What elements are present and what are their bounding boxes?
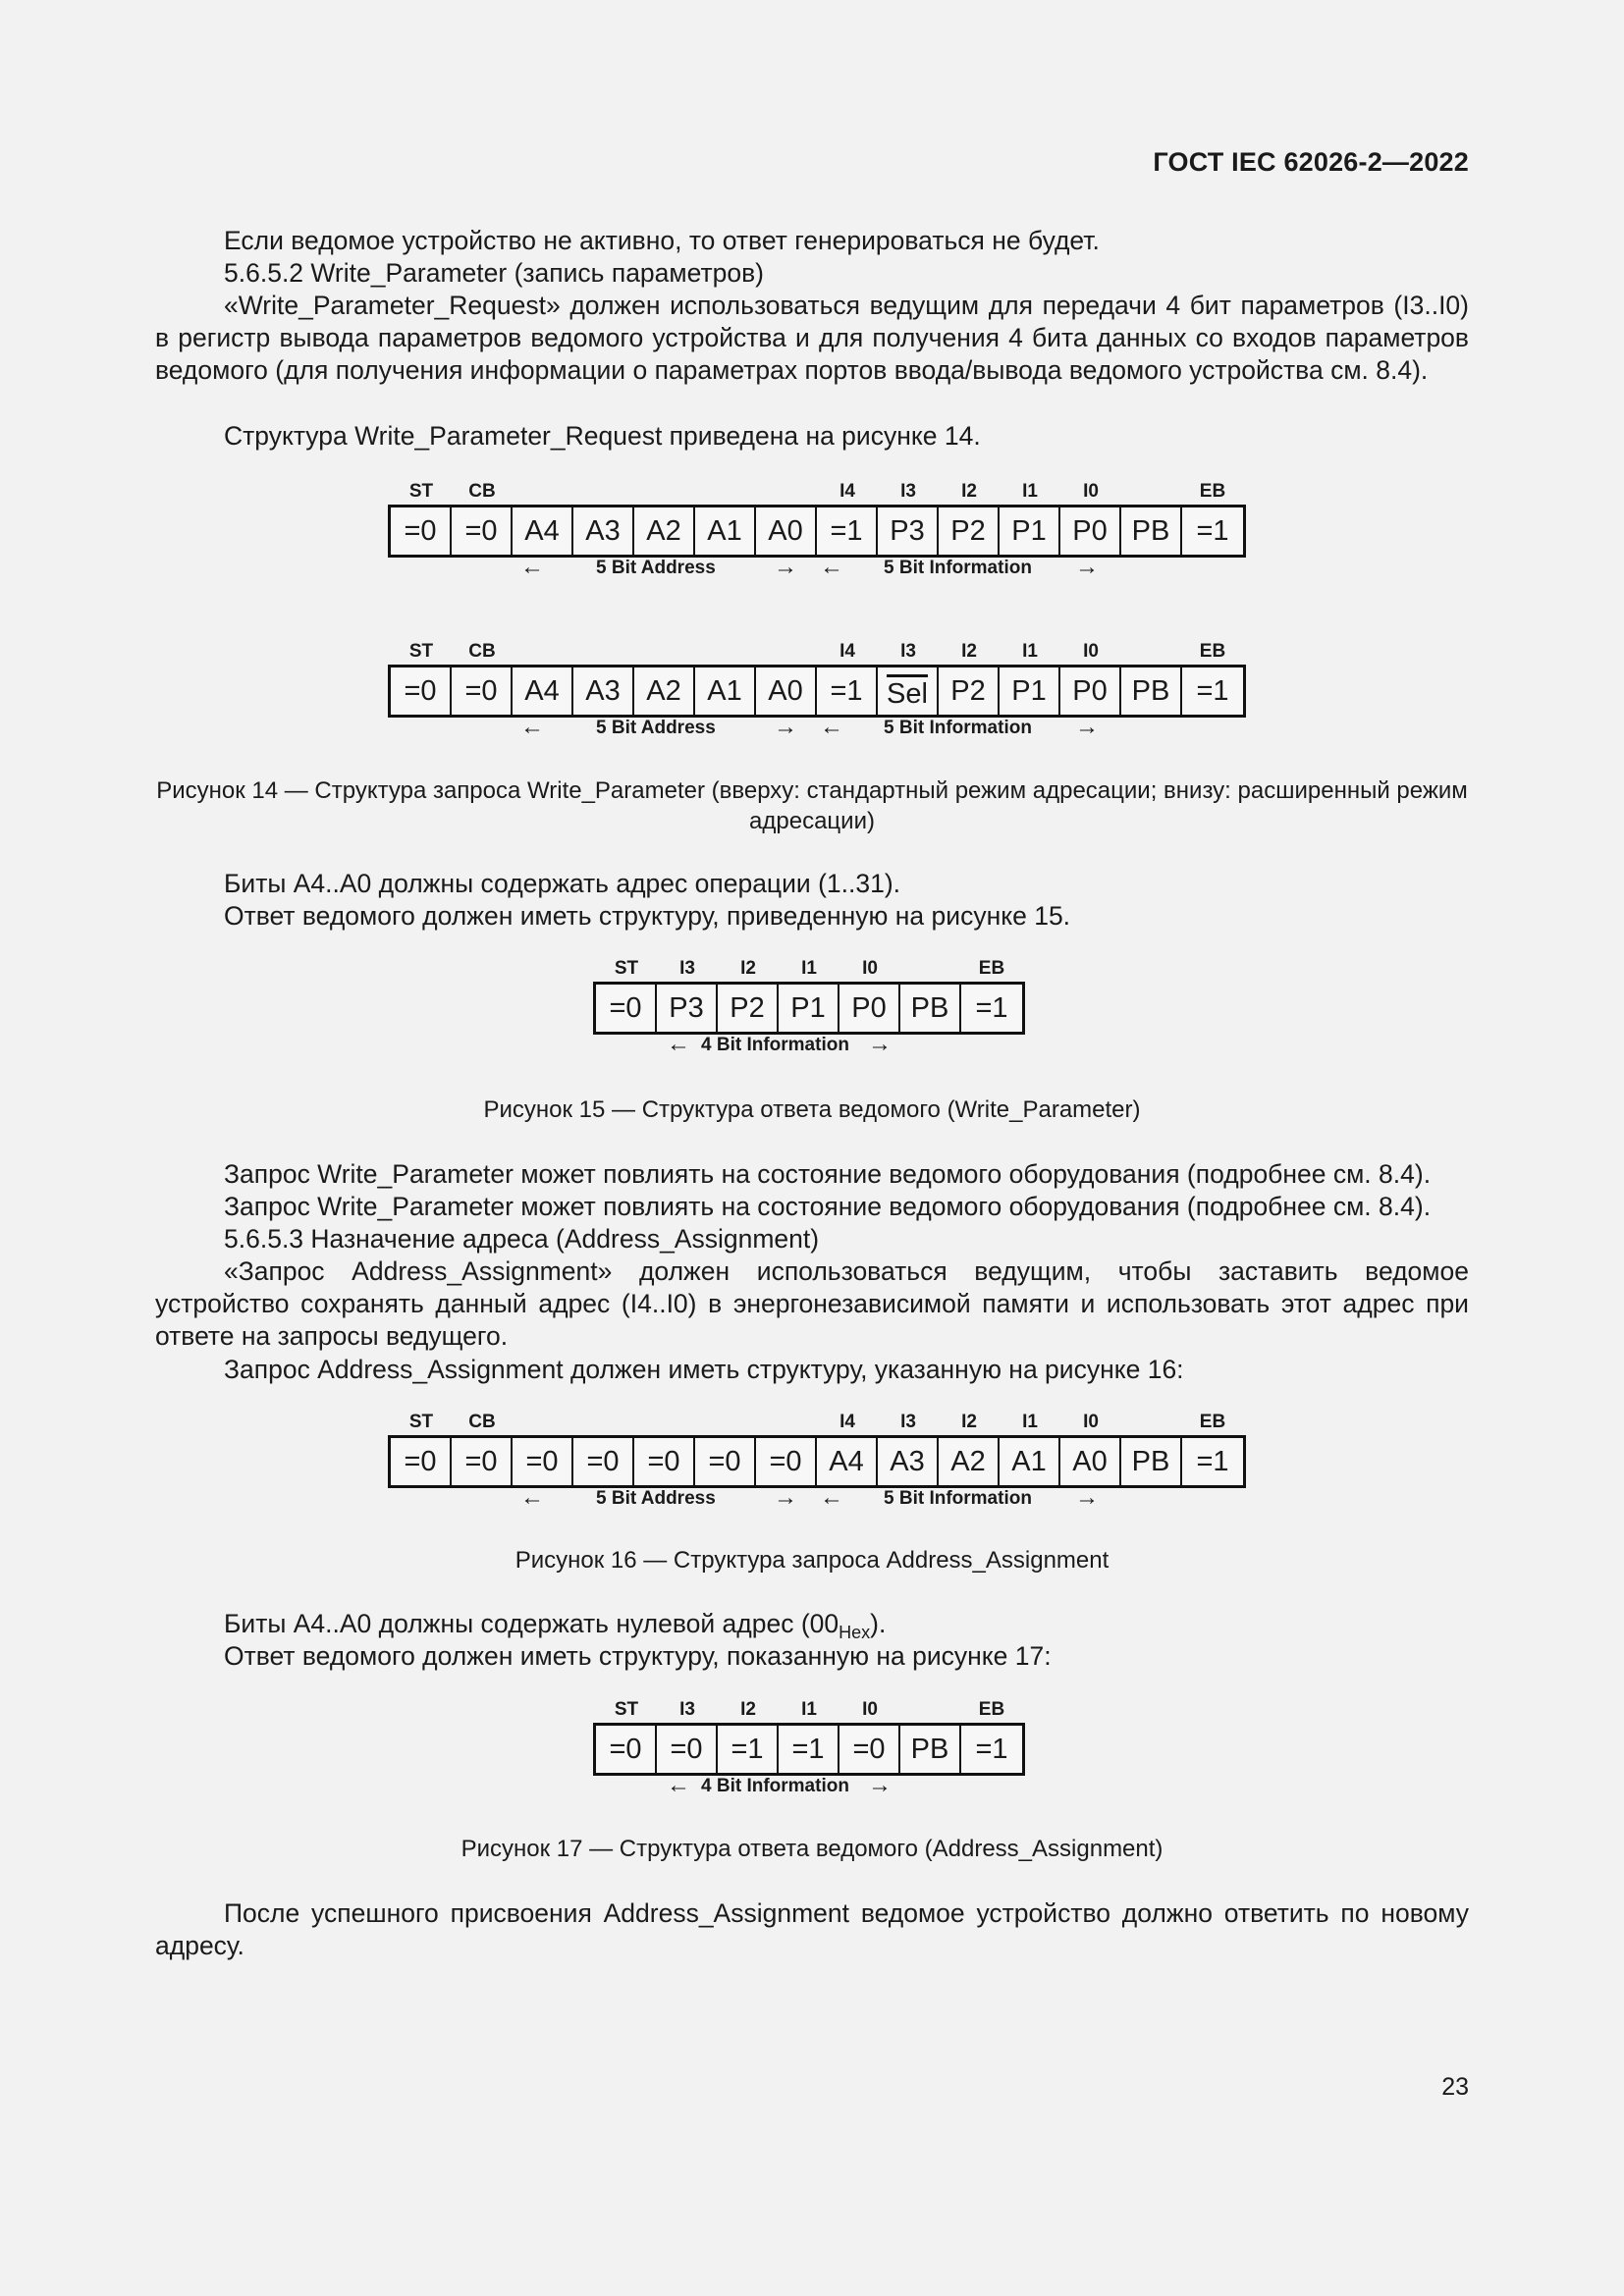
- bit-cell: [391, 667, 452, 715]
- bit-cell-value: A1: [1011, 1445, 1047, 1477]
- figure-caption: Рисунок 14 — Структура запроса Write_Parameter (вверху: стандартный режим адресации; внизу: расширенный режим адресации): [156, 777, 1468, 834]
- bit-cell-value: P3: [890, 514, 925, 547]
- segment-label: 5 Bit Address: [596, 718, 716, 738]
- bit-cell-value: P2: [730, 991, 765, 1024]
- bit-label: I4: [839, 1412, 855, 1432]
- bit-cell-value: A0: [768, 674, 803, 707]
- paragraph: Запрос Write_Parameter может повлиять на состояние ведомого оборудования (подробнее см. 8.4).: [224, 1159, 1432, 1189]
- bit-cell-value: =0: [670, 1733, 703, 1765]
- bit-cell-value: =0: [404, 1445, 437, 1477]
- bit-cell: [839, 985, 900, 1032]
- bit-cell: [1182, 1438, 1243, 1485]
- bit-label: EB: [1199, 481, 1226, 502]
- bit-cell: [596, 985, 657, 1032]
- bit-cell-value: PB: [910, 1733, 949, 1765]
- bit-cell: [573, 1438, 634, 1485]
- bit-cell-value: A0: [768, 514, 803, 547]
- bit-label: CB: [468, 481, 496, 502]
- arrow-left-icon: ←: [520, 554, 544, 580]
- section-heading: 5.6.5.3 Назначение адреса (Address_Assignment): [224, 1224, 820, 1254]
- bit-cell-value: A3: [890, 1445, 925, 1477]
- bit-cell-value: =0: [464, 1445, 498, 1477]
- arrow-left-icon: ←: [820, 554, 843, 580]
- bit-cell-value: P0: [851, 991, 887, 1024]
- bit-cell-value: =0: [404, 514, 437, 547]
- bit-label: I0: [1083, 481, 1099, 502]
- bit-cell: [634, 667, 695, 715]
- paragraph-text: Биты A4..A0 должны содержать нулевой адрес (00: [224, 1609, 839, 1638]
- bit-cell-value: A4: [524, 514, 560, 547]
- bit-cell: [513, 507, 573, 555]
- bit-cell-value: =1: [830, 674, 863, 707]
- bit-cell-value: PB: [910, 991, 949, 1024]
- bit-cell: [939, 1438, 1000, 1485]
- bit-cells: [593, 1723, 1025, 1776]
- bit-cell-value: =1: [1196, 674, 1229, 707]
- bit-cell-value: A2: [646, 674, 681, 707]
- bit-cell: [573, 507, 634, 555]
- paragraph: Структура Write_Parameter_Request приведена на рисунке 14.: [224, 421, 981, 451]
- figure-caption: Рисунок 16 — Структура запроса Address_Assignment: [514, 1547, 1110, 1574]
- paragraph: Запрос Address_Assignment должен иметь структуру, указанную на рисунке 16:: [224, 1355, 1184, 1384]
- bit-cell: [452, 507, 513, 555]
- bit-cell-value: A3: [585, 514, 621, 547]
- bit-cell-value: A2: [646, 514, 681, 547]
- paragraph: Ответ ведомого должен иметь структуру, показанную на рисунке 17:: [224, 1641, 1052, 1671]
- bit-cell: [634, 1438, 695, 1485]
- bit-cell: [513, 667, 573, 715]
- bit-cell-value: =1: [975, 991, 1008, 1024]
- bit-label: I2: [961, 1412, 977, 1432]
- segment-label: 4 Bit Information: [701, 1776, 849, 1796]
- bit-cell: [1060, 507, 1121, 555]
- bit-cell-value: P2: [950, 674, 986, 707]
- bit-label: I1: [1022, 1412, 1038, 1432]
- bit-cells: [593, 982, 1025, 1035]
- paragraph: Биты A4..A0 должны содержать адрес операции (1..31).: [224, 869, 901, 898]
- bit-cell-value: =0: [609, 991, 642, 1024]
- bit-cell: [779, 985, 839, 1032]
- bit-cell: [573, 667, 634, 715]
- bit-cell: [961, 985, 1022, 1032]
- bit-cell-value: =1: [1196, 514, 1229, 547]
- arrow-right-icon: →: [774, 554, 797, 580]
- arrow-right-icon: →: [1075, 1484, 1099, 1511]
- arrow-left-icon: ←: [820, 1484, 843, 1511]
- bit-cell-value: P1: [1011, 514, 1047, 547]
- bit-label: I0: [1083, 1412, 1099, 1432]
- paragraph: «Write_Parameter_Request» должен использоваться ведущим для передачи 4 бит параметров (I3..I0) в регистр вывода параметров ведомого устройства и для получения 4 бита данных со входов параметров ведомого (для получения информации о параметрах портов ввода/вывода ведомого устройства см. 8.4).: [155, 291, 1469, 385]
- arrow-left-icon: ←: [520, 714, 544, 740]
- bit-cell-value: =0: [769, 1445, 802, 1477]
- bit-cell-value: =0: [404, 674, 437, 707]
- page-number: 23: [1441, 2073, 1469, 2101]
- bit-cell-value: =1: [975, 1733, 1008, 1765]
- bit-label: I3: [900, 1412, 916, 1432]
- bit-label: I4: [839, 481, 855, 502]
- bit-cell: [1182, 667, 1243, 715]
- bit-cell: [817, 507, 878, 555]
- bit-cell: [452, 667, 513, 715]
- arrow-left-icon: ←: [667, 1772, 690, 1798]
- subscript: Hex: [839, 1623, 871, 1642]
- bit-label: I3: [900, 481, 916, 502]
- bit-label: EB: [1199, 641, 1226, 662]
- bit-cell-value: A2: [950, 1445, 986, 1477]
- bit-cell: [1182, 507, 1243, 555]
- bit-cell: [657, 985, 718, 1032]
- bit-cell-value: P0: [1072, 674, 1108, 707]
- segment-label: 5 Bit Information: [884, 558, 1032, 578]
- bit-cell-value: PB: [1131, 514, 1170, 547]
- bit-cell-value: PB: [1131, 674, 1170, 707]
- bit-cell: [756, 507, 817, 555]
- bit-cell: [695, 507, 756, 555]
- bit-cell: [1121, 667, 1182, 715]
- bit-cell: [756, 1438, 817, 1485]
- bit-cell-value: A4: [524, 674, 560, 707]
- bit-label: ST: [614, 1699, 639, 1720]
- bit-cell-value: P1: [790, 991, 826, 1024]
- bit-label: I3: [679, 958, 695, 979]
- arrow-right-icon: →: [1075, 714, 1099, 740]
- bit-label: EB: [978, 958, 1005, 979]
- bit-label: ST: [614, 958, 639, 979]
- bit-cell-value: A4: [829, 1445, 864, 1477]
- bit-label: I1: [1022, 481, 1038, 502]
- figure-caption: Рисунок 15 — Структура ответа ведомого (Write_Parameter): [483, 1096, 1141, 1123]
- bit-cell: [839, 1726, 900, 1773]
- bit-cell: [878, 1438, 939, 1485]
- bit-cell-value: A1: [707, 674, 742, 707]
- bit-cell-value: P0: [1072, 514, 1108, 547]
- bit-cell: [817, 1438, 878, 1485]
- bit-cell: [391, 507, 452, 555]
- paragraph: Если ведомое устройство не активно, то ответ генерироваться не будет.: [224, 226, 1100, 255]
- bit-cell: [961, 1726, 1022, 1773]
- bit-cell: [1060, 667, 1121, 715]
- arrow-left-icon: ←: [667, 1031, 690, 1057]
- arrow-right-icon: →: [1075, 554, 1099, 580]
- bit-cell-value: =0: [708, 1445, 741, 1477]
- arrow-left-icon: ←: [520, 1484, 544, 1511]
- bit-cell-value: P1: [1011, 674, 1047, 707]
- bit-cell: [1000, 507, 1060, 555]
- bit-cell: [878, 507, 939, 555]
- segment-label: 5 Bit Address: [596, 1488, 716, 1509]
- bit-cell-value: =1: [731, 1733, 764, 1765]
- bit-label: CB: [468, 641, 496, 662]
- bit-cell-value: Sel: [887, 674, 928, 709]
- bit-cell-value: A1: [707, 514, 742, 547]
- segment-label: 5 Bit Information: [884, 1488, 1032, 1509]
- bit-cell: [718, 985, 779, 1032]
- bit-cell: [779, 1726, 839, 1773]
- segment-label: 5 Bit Information: [884, 718, 1032, 738]
- bit-cell-value: =0: [464, 514, 498, 547]
- bit-cell-value: =0: [525, 1445, 559, 1477]
- bit-cell-value: =0: [647, 1445, 680, 1477]
- paragraph: После успешного присвоения Address_Assignment ведомое устройство должно ответить по новому адресу.: [155, 1898, 1469, 1960]
- bit-cell: [939, 667, 1000, 715]
- bit-label: I2: [961, 481, 977, 502]
- paragraph-text: ).: [870, 1609, 887, 1638]
- bit-label: I1: [801, 1699, 817, 1720]
- bit-cell: [695, 1438, 756, 1485]
- bit-label: I3: [679, 1699, 695, 1720]
- bit-cell-value: P3: [669, 991, 704, 1024]
- bit-label: I3: [900, 641, 916, 662]
- bit-cell: [756, 667, 817, 715]
- bit-label: ST: [408, 1412, 434, 1432]
- bit-cell: [878, 667, 939, 715]
- bit-label: I1: [801, 958, 817, 979]
- bit-cell: [513, 1438, 573, 1485]
- bit-label: I0: [1083, 641, 1099, 662]
- arrow-right-icon: →: [868, 1772, 892, 1798]
- figure-caption: Рисунок 17 — Структура ответа ведомого (Address_Assignment): [460, 1836, 1164, 1862]
- bit-cell: [452, 1438, 513, 1485]
- bit-cell: [391, 1438, 452, 1485]
- segment-label: 4 Bit Information: [701, 1035, 849, 1055]
- bit-cell: [718, 1726, 779, 1773]
- bit-cell-value: =1: [830, 514, 863, 547]
- bit-cell: [695, 667, 756, 715]
- bit-cell-value: PB: [1131, 1445, 1170, 1477]
- bit-label: CB: [468, 1412, 496, 1432]
- bit-cell-value: =0: [586, 1445, 620, 1477]
- document-id: ГОСТ IEC 62026-2—2022: [1153, 147, 1469, 177]
- bit-label: I2: [740, 1699, 756, 1720]
- bit-cells: [388, 505, 1246, 558]
- bit-cell: [1060, 1438, 1121, 1485]
- paragraph: Запрос Write_Parameter может повлиять на состояние ведомого оборудования (подробнее см. 8.4).: [224, 1192, 1432, 1221]
- bit-cell-value: =0: [464, 674, 498, 707]
- bit-label: EB: [978, 1699, 1005, 1720]
- section-heading: 5.6.5.2 Write_Parameter (запись параметров): [224, 258, 765, 288]
- bit-cells: [388, 665, 1246, 718]
- bit-label: I4: [839, 641, 855, 662]
- bit-label: ST: [408, 641, 434, 662]
- bit-cell-value: =0: [609, 1733, 642, 1765]
- bit-cell: [596, 1726, 657, 1773]
- bit-cell: [657, 1726, 718, 1773]
- bit-cell-value: P2: [950, 514, 986, 547]
- bit-label: I0: [862, 958, 878, 979]
- paragraph: «Запрос Address_Assignment» должен использоваться ведущим, чтобы заставить ведомое устройство сохранять данный адрес (I4..I0) в энергонезависимой памяти и использовать этот адрес при ответе на запросы ведущего.: [155, 1256, 1469, 1351]
- arrow-right-icon: →: [774, 714, 797, 740]
- bit-cell: [1121, 1438, 1182, 1485]
- bit-cell-value: =1: [791, 1733, 825, 1765]
- arrow-left-icon: ←: [820, 714, 843, 740]
- bit-cell-value: A3: [585, 674, 621, 707]
- bit-cell: [900, 1726, 961, 1773]
- bit-cell: [1000, 1438, 1060, 1485]
- bit-cell-value: =0: [852, 1733, 886, 1765]
- paragraph: Ответ ведомого должен иметь структуру, приведенную на рисунке 15.: [224, 901, 1071, 931]
- bit-label: EB: [1199, 1412, 1226, 1432]
- bit-label: ST: [408, 481, 434, 502]
- bit-cell: [634, 507, 695, 555]
- bit-cell: [900, 985, 961, 1032]
- bit-label: I1: [1022, 641, 1038, 662]
- bit-label: I2: [961, 641, 977, 662]
- bit-cell: [1000, 667, 1060, 715]
- arrow-right-icon: →: [868, 1031, 892, 1057]
- bit-cell: [817, 667, 878, 715]
- bit-label: I0: [862, 1699, 878, 1720]
- bit-cell: [939, 507, 1000, 555]
- bit-cell: [1121, 507, 1182, 555]
- bit-cell-value: =1: [1196, 1445, 1229, 1477]
- bit-cell-value: A0: [1072, 1445, 1108, 1477]
- arrow-right-icon: →: [774, 1484, 797, 1511]
- segment-label: 5 Bit Address: [596, 558, 716, 578]
- bit-label: I2: [740, 958, 756, 979]
- bit-cells: [388, 1435, 1246, 1488]
